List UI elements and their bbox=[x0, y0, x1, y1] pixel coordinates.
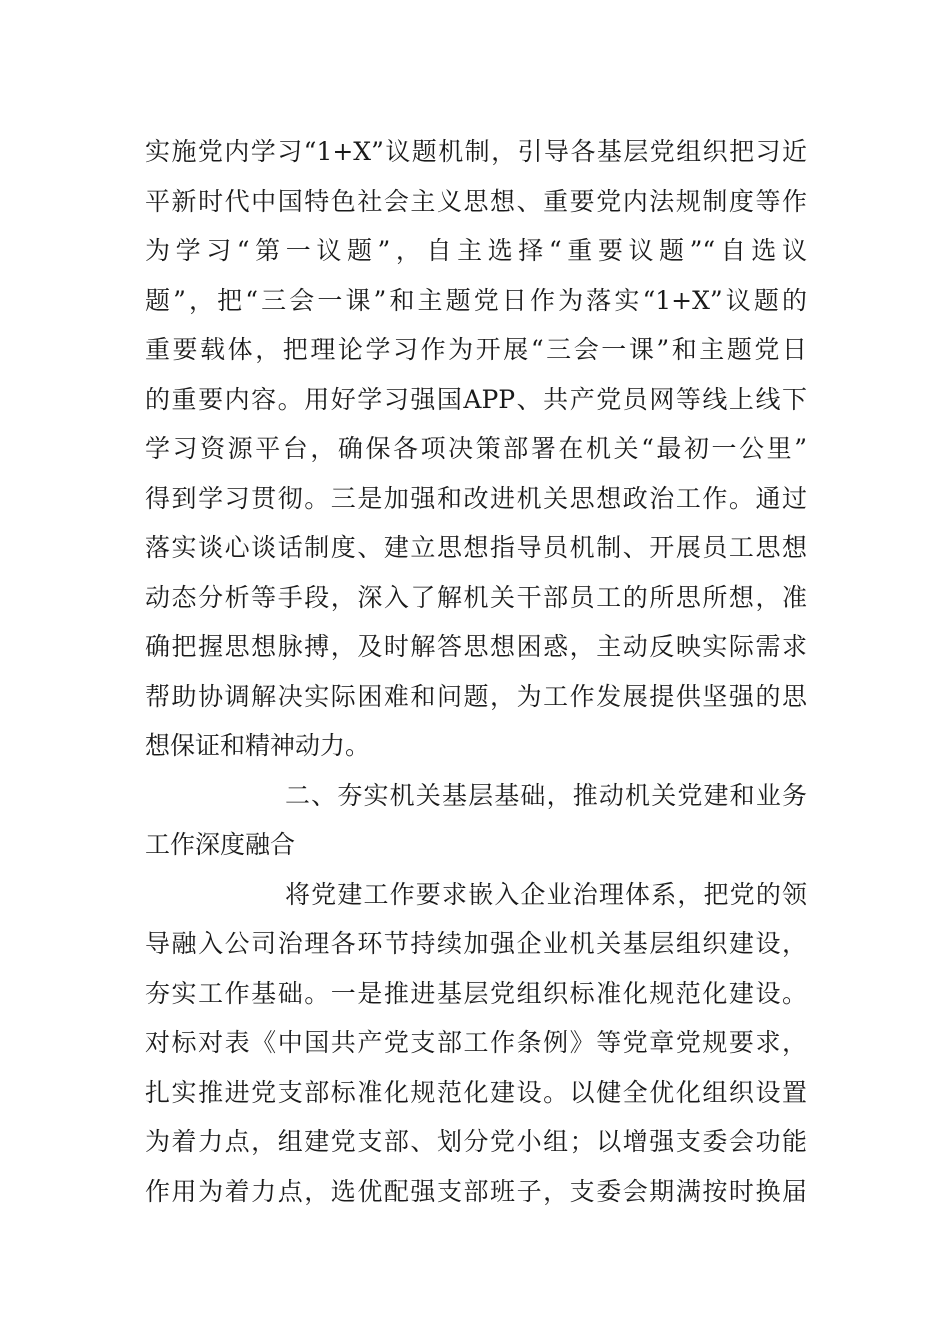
section-heading-continued: 工作深度融合 bbox=[145, 830, 296, 859]
text-line: 为学习“第一议题”，自主选择“重要议题”“自选议 bbox=[145, 236, 807, 265]
text-line: 题”，把“三会一课”和主题党日作为落实“1+X”议题的 bbox=[145, 285, 807, 315]
section-heading: 二、夯实机关基层基础，推动机关党建和业务 bbox=[285, 780, 807, 810]
text-line: 作用为着力点，选优配强支部班子，支委会期满按时换届 bbox=[145, 1176, 807, 1206]
text-line: 得到学习贯彻。三是加强和改进机关思想政治工作。通过 bbox=[145, 483, 807, 513]
text-line: 夯实工作基础。一是推进基层党组织标准化规范化建设。 bbox=[145, 978, 807, 1008]
text-line: 扎实推进党支部标准化规范化建设。以健全优化组织设置 bbox=[145, 1077, 807, 1107]
text-line: 为着力点，组建党支部、划分党小组；以增强支委会功能 bbox=[145, 1127, 807, 1156]
body-text bbox=[145, 127, 807, 1216]
text-line: 确把握思想脉搏，及时解答思想困惑，主动反映实际需求 bbox=[145, 632, 807, 661]
text-line: 对标对表《中国共产党支部工作条例》等党章党规要求， bbox=[145, 1028, 807, 1057]
text-line: 导融入公司治理各环节持续加强企业机关基层组织建设， bbox=[145, 929, 807, 958]
text-line: 落实谈心谈话制度、建立思想指导员机制、开展员工思想 bbox=[145, 533, 807, 562]
text-line: 动态分析等手段，深入了解机关干部员工的所思所想，准 bbox=[145, 582, 807, 612]
text-line: 的重要内容。用好学习强国APP、共产党员网等线上线下 bbox=[145, 384, 807, 414]
text-line: 想保证和精神动力。 bbox=[145, 731, 371, 760]
text-line: 重要载体，把理论学习作为开展“三会一课”和主题党日 bbox=[145, 335, 807, 364]
text-line: 学习资源平台，确保各项决策部署在机关“最初一公里” bbox=[145, 434, 807, 463]
text-line: 实施党内学习“1+X”议题机制，引导各基层党组织把习近 bbox=[145, 137, 807, 166]
text-line: 帮助协调解决实际困难和问题，为工作发展提供坚强的思 bbox=[145, 681, 807, 711]
paragraph-start: 将党建工作要求嵌入企业治理体系，把党的领 bbox=[285, 879, 807, 909]
text-line: 平新时代中国特色社会主义思想、重要党内法规制度等作 bbox=[145, 186, 807, 216]
